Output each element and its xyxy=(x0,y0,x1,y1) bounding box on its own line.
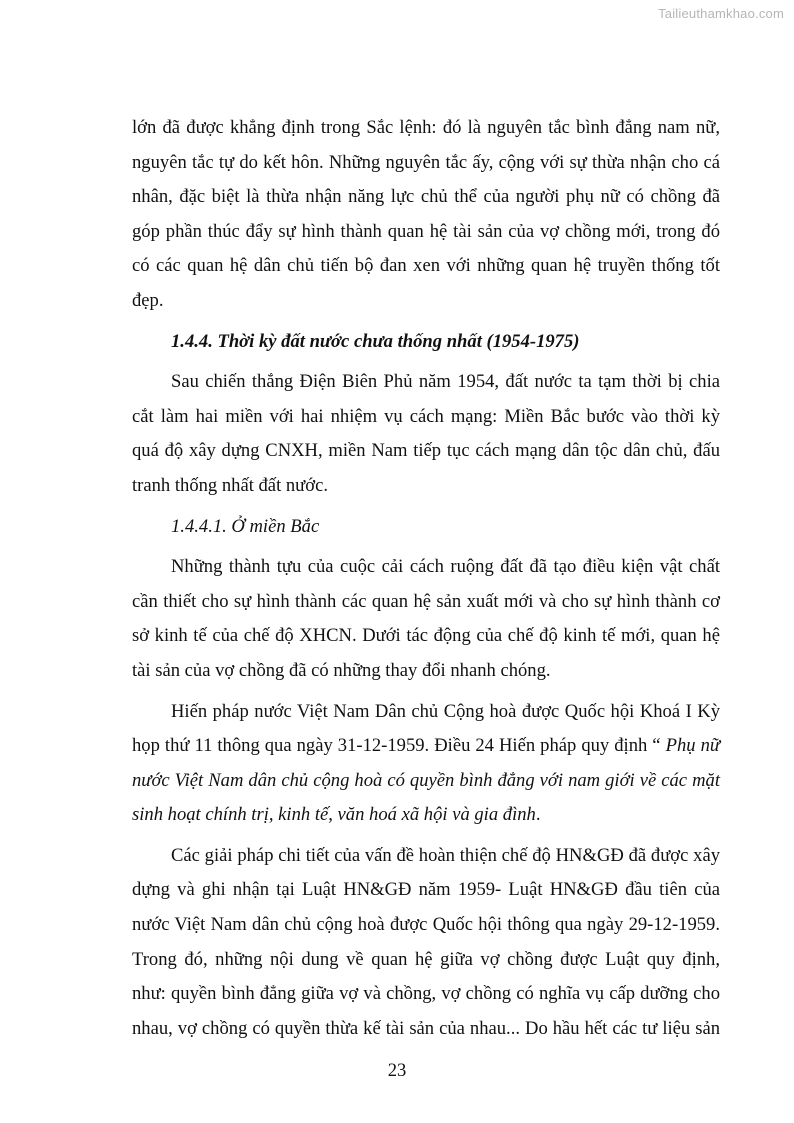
quote-text: sinh hoạt chính trị, kinh tế, văn hoá xã hội và gia đình xyxy=(132,804,536,826)
text-line xyxy=(132,729,720,764)
paragraph-1 xyxy=(132,111,720,319)
text-line: góp phần thúc đẩy sự hình thành quan hệ tài sản của vợ chồng mới, trong đó xyxy=(132,220,720,242)
text-run: . xyxy=(535,804,541,826)
text-line: đẹp. xyxy=(132,289,164,311)
text-line: Các giải pháp chi tiết của vấn đề hoàn thiện chế độ HN&GĐ đã được xây xyxy=(171,844,720,866)
text-line: Sau chiến thắng Điện Biên Phủ năm 1954, đất nước ta tạm thời bị chia xyxy=(171,371,720,393)
text-run: họp thứ 11 thông qua ngày 31-12-1959. Điều 24 Hiến pháp quy định “ xyxy=(132,735,666,757)
quote-text: nước Việt Nam dân chủ cộng hoà có quyền bình đẳng với nam giới về các mặt xyxy=(132,769,720,791)
page-number: 23 xyxy=(387,1060,407,1081)
document-body xyxy=(132,111,720,1046)
text-line: dựng và ghi nhận tại Luật HN&GĐ năm 1959- Luật HN&GĐ đầu tiên của xyxy=(132,879,720,901)
paragraph-5 xyxy=(132,839,720,1047)
text-line: như: quyền bình đẳng giữa vợ và chồng, vợ chồng có nghĩa vụ cấp dưỡng cho xyxy=(132,983,720,1005)
text-line: cần thiết cho sự hình thành các quan hệ sản xuất mới và cho sự hình thành cơ xyxy=(132,590,720,612)
text-line: Những thành tựu của cuộc cải cách ruộng đất đã tạo điều kiện vật chất xyxy=(171,556,720,578)
text-line: Hiến pháp nước Việt Nam Dân chủ Cộng hoà được Quốc hội Khoá I Kỳ xyxy=(171,700,720,722)
paragraph-4 xyxy=(132,695,720,833)
text-line: tài sản của vợ chồng đã có những thay đổi nhanh chóng. xyxy=(132,659,551,681)
text-line: Trong đó, những nội dung về quan hệ giữa vợ chồng được Luật quy định, xyxy=(132,948,720,970)
section-heading-1-4-4-1: 1.4.4.1. Ở miền Bắc xyxy=(171,515,320,537)
paragraph-3 xyxy=(132,550,720,688)
text-line: nguyên tắc tự do kết hôn. Những nguyên tắc ấy, cộng với sự thừa nhận cho cá xyxy=(132,151,720,173)
text-line: quá độ xây dựng CNXH, miền Nam tiếp tục cách mạng dân tộc dân chủ, đấu xyxy=(132,440,720,462)
text-line: lớn đã được khẳng định trong Sắc lệnh: đó là nguyên tắc bình đẳng nam nữ, xyxy=(132,117,720,138)
section-heading-1-4-4: 1.4.4. Thời kỳ đất nước chưa thống nhất (1954-1975) xyxy=(171,330,580,352)
quote-text: Phụ nữ xyxy=(665,735,721,757)
text-line: tranh thống nhất đất nước. xyxy=(132,474,328,496)
text-line: nhân, đặc biệt là thừa nhận năng lực chủ thể của người phụ nữ có chồng đã xyxy=(132,186,720,208)
text-line xyxy=(132,798,720,833)
text-line: nước Việt Nam dân chủ cộng hoà được Quốc hội thông qua ngày 29-12-1959. xyxy=(132,914,720,936)
text-line: sở kinh tế của chế độ XHCN. Dưới tác động của chế độ kinh tế mới, quan hệ xyxy=(132,625,720,647)
text-line: nhau, vợ chồng có quyền thừa kế tài sản của nhau... Do hầu hết các tư liệu sản xyxy=(132,1017,720,1039)
text-line: có các quan hệ dân chủ tiến bộ đan xen với những quan hệ truyền thống tốt xyxy=(132,255,720,277)
text-line: cắt làm hai miền với hai nhiệm vụ cách mạng: Miền Bắc bước vào thời kỳ xyxy=(132,405,720,427)
watermark: Tailieuthamkhao.com xyxy=(658,6,784,21)
paragraph-2 xyxy=(132,365,720,503)
